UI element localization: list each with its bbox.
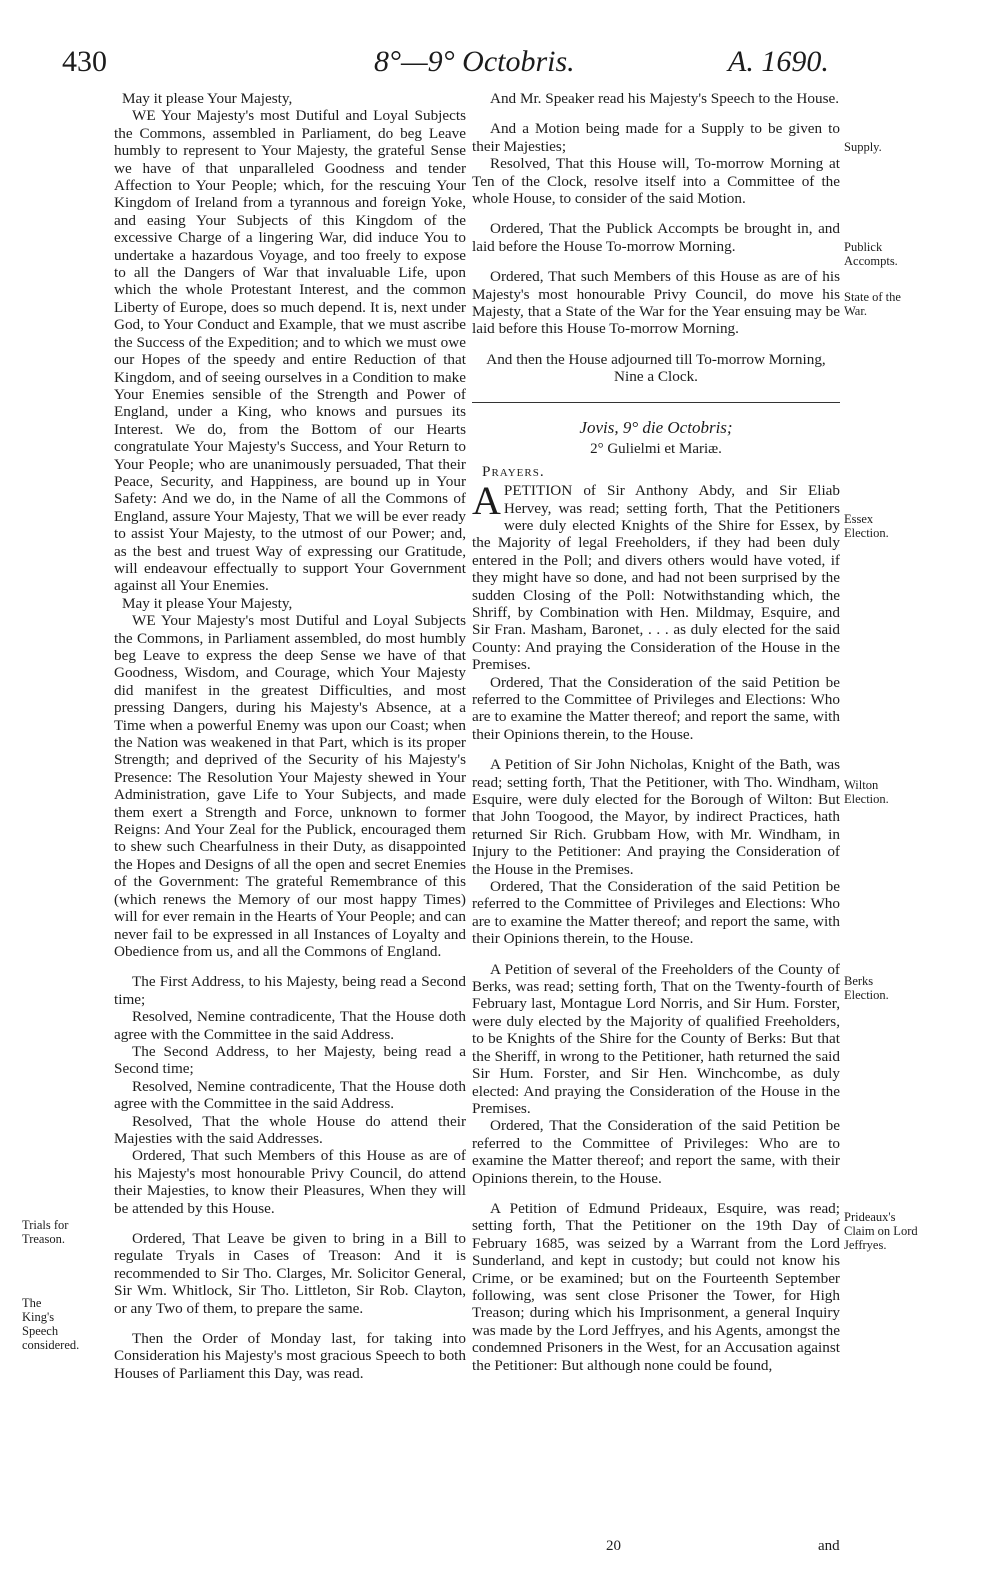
page-number: 430 (62, 45, 107, 78)
paragraph: Resolved, Nemine contradicente, That the House doth agree with the Committee in the said Address. (114, 1077, 466, 1113)
margin-note-state-of-war: State of the War. (844, 290, 901, 318)
paragraph: And then the House adjourned till To-morrow Morning, Nine a Clock. (486, 350, 826, 386)
paragraph: The First Address, to his Majesty, being read a Second time; (114, 973, 466, 1008)
section-divider (472, 402, 840, 403)
paragraph: And a Motion being made for a Supply to be given to their Majesties; (472, 120, 840, 155)
right-column-bottom (472, 478, 840, 1374)
paragraph: WE Your Majesty's most Dutiful and Loyal Subjects the Commons, in Parliament assembled, do most humbly beg Leave to express the deep Sense we have of that Goodness, Wisdom, and Courage, which Your Majesty did manifest in the greatest Difficulties, and most pressing Dangers, during his Majesty's Absence, at a Time when a powerful Enemy was upon our Coast; when the Nation was weakened in that Part, which is its proper Strength; and deprived of the Security of his Majesty's Presence: The Resolution Your Majesty shewed in Your Administration, gave Life to Your Subjects, and made them exert a Strength and Force, unknown to former Reigns: And Your Zeal for the Publick, encouraged them to shew such Chearfulness in their Duty, as disappointed the Hopes and Designs of all the open and secret Enemies of the Government: The grateful Remembrance of this (which renews the Memory of our most happy Times) will for ever remain in the Hearts of Your People; and can never fail to be expressed in all Instances of Loyalty and Obedience from us, and all the Commons of England. (114, 612, 466, 960)
drop-cap: A (472, 478, 501, 524)
left-column (114, 90, 466, 1382)
right-column-top (472, 90, 840, 386)
prayers-label: Prayers. (482, 462, 545, 480)
paragraph: Ordered, That such Members of this House as are of his Majesty's most honourable Privy Council, do move his Majesty, that a State of the War for the Year ensuing may be laid before this House To-morrow Morning. (472, 268, 840, 338)
paragraph: Resolved, That this House will, To-morrow Morning at Ten of the Clock, resolve itself into a Committee of the whole House, to consider of the said Motion. (472, 155, 840, 208)
paragraph: Ordered, That Leave be given to bring in a Bill to regulate Tryals in Cases of Treason: And it is recommended to Sir Tho. Clarges, Mr. Solicitor General, Sir Wm. Whitlock, Sir Tho. Littleton, Sir Rob. Clayton, or any Two of them, to prepare the same. (114, 1230, 466, 1317)
margin-note-supply: Supply. (844, 140, 882, 154)
footer-signature: 20 (606, 1538, 621, 1554)
paragraph: Resolved, That the whole House do attend their Majesties with the said Addresses. (114, 1112, 466, 1147)
paragraph: Then the Order of Monday last, for taking into Consideration his Majesty's most gracious Speech to both Houses of Parliament this Day, was read. (114, 1330, 466, 1382)
paragraph: A Petition of Sir John Nicholas, Knight of the Bath, was read; setting forth, That the Petitioner, with Tho. Windham, Esquire, were duly elected for the Borough of Wilton: But that John Toogood, the Mayor, by indirect Practices, hath returned Sir Rich. Grubbam How, with Mr. Windham, in Injury to the Petitioner: And praying the Consideration of the House in the Premises. (472, 756, 840, 878)
paragraph: A Petition of Edmund Prideaux, Esquire, was read; setting forth, That the Petitioner on the 19th Day of February 1685, was seized by a Warrant from the Lord Sunderland, and kept in custody; but could not know his Crime, or be examined; but on the Fourteenth September following, was sent close Prisoner the Tower, for High Treason; during which his Imprisonment, a general Inquiry was made by the Lord Jeffryes, and his Agents, amongst the condemned Prisoners in the West, for an Accusation against the Petitioner: But although none could be found, (472, 1199, 840, 1374)
paragraph: Ordered, That the Consideration of the said Petition be referred to the Committee of Privileges and Elections: Who are to examine the Matter thereof; and report the same, with their Opinions therein, to the House. (472, 673, 840, 743)
day-subheading: 2° Gulielmi et Mariæ. (590, 440, 722, 457)
day-heading: Jovis, 9° die Octobris; (579, 417, 733, 437)
paragraph: And Mr. Speaker read his Majesty's Speech to the House. (490, 90, 840, 107)
margin-note-kings-speech: The King's Speech considered. (22, 1296, 80, 1352)
paragraph: Ordered, That the Consideration of the said Petition be referred to the Committee of Privileges and Elections: Who are to examine the Matter thereof; and report the same, with their Opinions therein, to the House. (472, 878, 840, 948)
margin-note-berks: Berks Election. (844, 974, 889, 1002)
running-year: A. 1690. (728, 45, 829, 78)
paragraph: Ordered, That the Publick Accompts be brought in, and laid before the House To-morrow Morning. (472, 220, 840, 255)
paragraph: Resolved, Nemine contradicente, That the House doth agree with the Committee in the said Address. (114, 1008, 466, 1043)
margin-note-prideaux: Prideaux's Claim on Lord Jeffryes. (844, 1210, 918, 1252)
margin-note-trials: Trials for Treason. (22, 1218, 69, 1246)
salutation: May it please Your Majesty, (122, 90, 293, 107)
paragraph: Ordered, That the Consideration of the said Petition be referred to the Committee of Privileges: Who are to examine the Matter thereof; and report the same, with their Opinions therein, to the House. (472, 1117, 840, 1187)
margin-note-wilton: Wilton Election. (844, 778, 889, 806)
paragraph: WE Your Majesty's most Dutiful and Loyal Subjects the Commons, assembled in Parliament, do beg Leave humbly to represent to Your Majesty, the grateful Sense we have of that unparalleled Goodness and tender Affection to Your People; which, for the rescuing Your Kingdom of Ireland from a tyrannous and foreign Yoke, and easing Your Subjects of this Kingdom of the excessive Charge of a lingering War, did induce You to undertake a hazardous Voyage, and too freely to expose to all the Dangers of War that invaluable Life, upon which the whole Protestant Interest, and the common Liberty of Europe, does so much depend. It is, next under God, to Your Conduct and Example, that we must ascribe the Success of the Expedition; and to which we must owe our Hopes of the speedy and entire Reduction of that Kingdom, and of seeing ourselves in a Condition to make Your Enemies sensible of the Strength and Power of England, under a King, who knows and pursues its Interest. We do, from the Bottom of our Hearts congratulate Your Majesty's Success, and Your Return to Your People; who are unanimously persuaded, That their Peace, Security, and Happiness, are bound up in Your Safety: And we do, in the Name of all the Commons of England, assure Your Majesty, That we will be ever ready to assist Your Majesty, to the utmost of our Power; and, as the best and truest Way of expressing our Gratitude, will endeavour effectually to support Your Government against all Your Enemies. (114, 107, 466, 595)
paragraph: Ordered, That such Members of this House as are of his Majesty's most honourable Privy Council, do attend their Majesties, to know their Pleasures, When they will be attended by this House. (114, 1147, 466, 1217)
salutation: May it please Your Majesty, (122, 594, 293, 612)
running-date: 8°—9° Octobris. (374, 45, 575, 78)
footer-catchword: and (818, 1538, 840, 1554)
paragraph: A Petition of several of the Freeholders of the County of Berks, was read; setting forth, That on the Twenty-fourth of February last, Montague Lord Norris, and Sir Hum. Forster, were duly elected by the Majority of qualified Freeholders, to be Knights of the Shire for the County of Berks: But that the Sheriff, in wrong to the Petitioner, hath returned the said Sir Hum. Forster, and Sir Hen. Winchcombe, as duly elected: And praying the Consideration of the House in the Premises. (472, 960, 840, 1117)
paragraph: The Second Address, to her Majesty, being read a Second time; (114, 1042, 466, 1078)
paragraph-text: PETITION of Sir Anthony Abdy, and Sir Eliab Hervey, was read; setting forth, That the Petitioners were duly elected Knights of the Shire for Essex, by the Majority of legal Freeholders, if they had been duly entered in the Poll; and divers others would have voted, if they might have so done, and had not been surprised by the sudden Closing of the Poll: Notwithstanding which, the Shriff, by Combination with Hen. Mildmay, Esquire, and Sir Fran. Masham, Baronet, . . . as duly elected for the said County: And praying the Consideration of the House in the Premises. (472, 482, 840, 674)
margin-note-publick-accompts: Publick Accompts. (844, 240, 898, 268)
margin-note-essex: Essex Election. (844, 512, 889, 540)
right-column (472, 90, 840, 1374)
paragraph (472, 478, 840, 674)
